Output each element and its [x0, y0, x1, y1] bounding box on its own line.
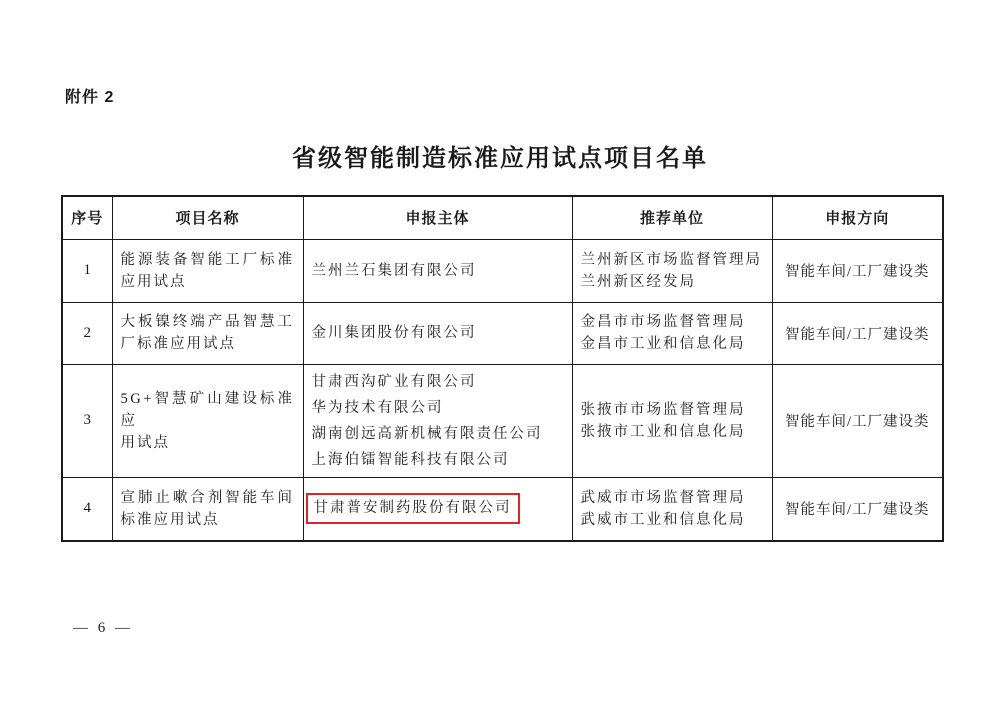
recommender-line: 兰州新区市场监督管理局 — [580, 251, 762, 268]
applicant-line: 湖南创远高新机械有限责任公司 — [311, 425, 543, 442]
table-row — [62, 477, 943, 541]
project-name-cell — [112, 477, 303, 541]
applicant-line: 上海伯镭智能科技有限公司 — [311, 451, 510, 468]
header-cell-direction: 申报方向 — [772, 196, 943, 239]
direction-cell: 智能车间/工厂建设类 — [772, 239, 943, 302]
table-row — [62, 364, 943, 477]
project-name-line: 标准应用试点 — [120, 511, 220, 528]
table-header-row — [62, 196, 943, 239]
project-name-line: 应用试点 — [120, 273, 187, 290]
projects-table — [61, 195, 944, 542]
project-name-line: 用试点 — [120, 434, 170, 451]
applicant-cell — [303, 239, 572, 302]
header-cell-no: 序号 — [62, 196, 112, 239]
header-cell-recommender: 推荐单位 — [572, 196, 772, 239]
recommender-line: 张掖市工业和信息化局 — [580, 423, 746, 440]
project-name-cell — [112, 302, 303, 364]
recommender-cell — [572, 239, 772, 302]
recommender-line: 武威市工业和信息化局 — [580, 511, 746, 528]
direction-cell: 智能车间/工厂建设类 — [772, 477, 943, 541]
header-cell-project: 项目名称 — [112, 196, 303, 239]
applicant-line: 甘肃西沟矿业有限公司 — [311, 373, 477, 390]
row-no: 3 — [62, 364, 112, 477]
direction-cell: 智能车间/工厂建设类 — [772, 302, 943, 364]
applicant-line: 金川集团股份有限公司 — [311, 325, 477, 341]
applicant-line: 华为技术有限公司 — [311, 399, 444, 416]
recommender-line: 金昌市市场监督管理局 — [580, 314, 746, 330]
project-name-line: 宣肺止嗽合剂智能车间 — [120, 489, 295, 506]
attachment-label: 附件 2 — [65, 89, 115, 106]
recommender-line: 张掖市市场监督管理局 — [580, 401, 746, 418]
applicant-line: 甘肃普安制药股份有限公司 — [313, 500, 512, 517]
applicant-cell — [303, 364, 572, 477]
recommender-cell — [572, 364, 772, 477]
applicant-cell — [303, 477, 572, 541]
project-name-line: 大板镍终端产品智慧工 — [120, 314, 295, 330]
project-name-line: 厂标准应用试点 — [120, 336, 236, 352]
row-no: 4 — [62, 477, 112, 541]
project-name-line: 5G+智慧矿山建设标准应 — [120, 390, 295, 429]
table-row — [62, 302, 943, 364]
row-no: 1 — [62, 239, 112, 302]
project-name-cell — [112, 364, 303, 477]
highlight-box — [306, 493, 520, 524]
row-no: 2 — [62, 302, 112, 364]
applicant-line: 兰州兰石集团有限公司 — [311, 262, 477, 279]
recommender-line: 武威市市场监督管理局 — [580, 489, 746, 506]
recommender-cell — [572, 302, 772, 364]
page-number: — 6 — — [73, 620, 131, 636]
project-name-line: 能源装备智能工厂标准 — [120, 251, 295, 268]
recommender-line: 兰州新区经发局 — [580, 273, 696, 290]
table-row — [62, 239, 943, 302]
project-name-cell — [112, 239, 303, 302]
applicant-cell — [303, 302, 572, 364]
recommender-cell — [572, 477, 772, 541]
recommender-line: 金昌市工业和信息化局 — [580, 336, 746, 352]
header-cell-applicant: 申报主体 — [303, 196, 572, 239]
direction-cell: 智能车间/工厂建设类 — [772, 364, 943, 477]
page-title: 省级智能制造标准应用试点项目名单 — [292, 146, 708, 172]
